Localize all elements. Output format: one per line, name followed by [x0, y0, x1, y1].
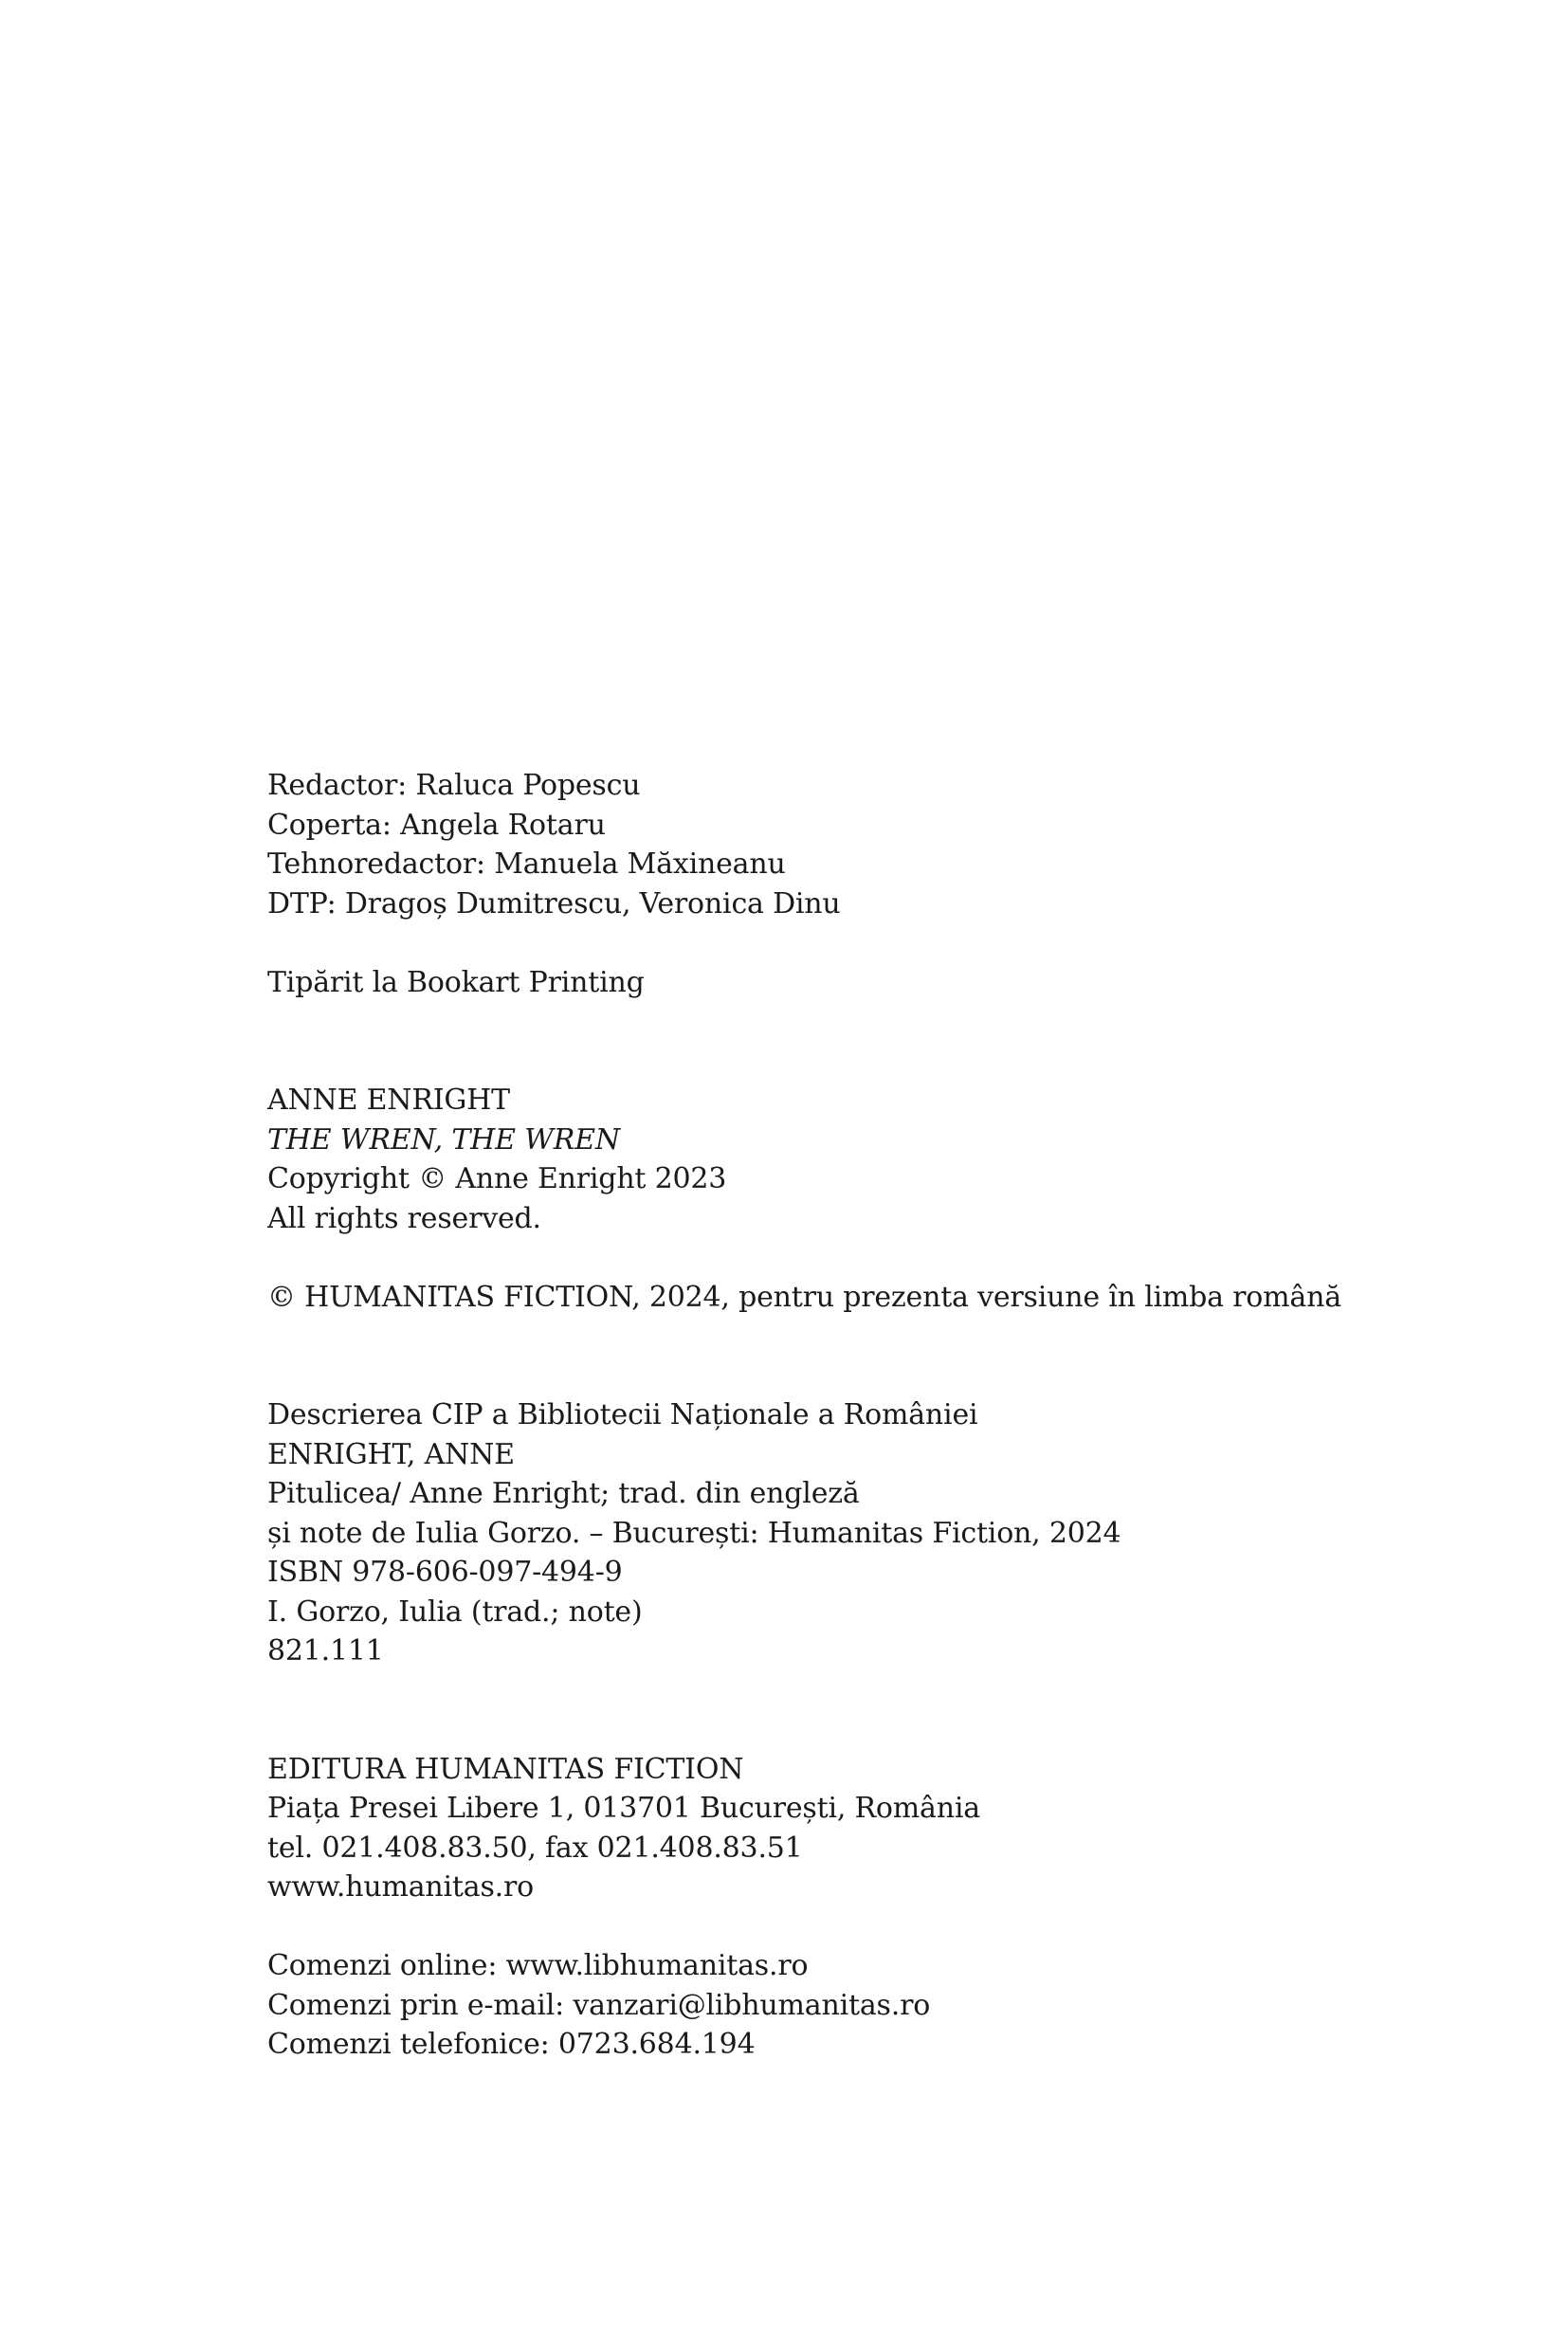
original-author: ANNE ENRIGHT — [267, 1084, 510, 1117]
original-title: THE WREN, THE WREN — [267, 1122, 620, 1157]
publisher-block — [267, 1750, 1405, 1907]
publisher-phone: tel. 021.408.83.50, fax 021.408.83.51 — [267, 1831, 803, 1865]
edition-copyright-block — [267, 1278, 1405, 1318]
cip-classification: 821.111 — [267, 1634, 384, 1668]
orders-online: Comenzi online: www.libhumanitas.ro — [267, 1949, 809, 1982]
colophon — [267, 766, 1405, 2065]
editor-credit: Redactor: Raluca Popescu — [267, 769, 641, 802]
spacer — [267, 1002, 1405, 1081]
spacer — [267, 1238, 1405, 1278]
spacer — [267, 923, 1405, 963]
cip-heading: Descrierea CIP a Bibliotecii Naționale a României — [267, 1398, 978, 1431]
cip-notes-line: și note de Iulia Gorzo. – București: Humanitas Fiction, 2024 — [267, 1516, 1121, 1550]
orders-phone: Comenzi telefonice: 0723.684.194 — [267, 2028, 756, 2061]
orders-email: Comenzi prin e-mail: vanzari@libhumanitas.ro — [267, 1988, 931, 2022]
cover-credit: Coperta: Angela Rotaru — [267, 808, 606, 842]
printer-line: Tipărit la Bookart Printing — [267, 965, 645, 999]
credits-block — [267, 766, 1405, 923]
printer-block — [267, 963, 1405, 1003]
cip-block — [267, 1395, 1405, 1671]
publisher-website: www.humanitas.ro — [267, 1870, 534, 1904]
edition-copyright: © HUMANITAS FICTION, 2024, pentru prezenta versiune în limba română — [267, 1280, 1341, 1314]
publisher-address: Piața Presei Libere 1, 013701 București, România — [267, 1792, 980, 1825]
original-copyright: Copyright © Anne Enright 2023 — [267, 1162, 727, 1195]
cip-contributor: I. Gorzo, Iulia (trad.; note) — [267, 1595, 643, 1629]
spacer — [267, 1671, 1405, 1750]
spacer — [267, 1907, 1405, 1947]
cip-author: ENRIGHT, ANNE — [267, 1437, 515, 1471]
original-edition-block — [267, 1081, 1405, 1238]
dtp-credit: DTP: Dragoș Dumitrescu, Veronica Dinu — [267, 886, 841, 920]
orders-block — [267, 1946, 1405, 2065]
publisher-name: EDITURA HUMANITAS FICTION — [267, 1752, 744, 1786]
rights-reserved: All rights reserved. — [267, 1201, 541, 1235]
spacer — [267, 1317, 1405, 1395]
typesetter-credit: Tehnoredactor: Manuela Măxineanu — [267, 847, 786, 881]
cip-isbn: ISBN 978-606-097-494-9 — [267, 1556, 623, 1589]
cip-title-line: Pitulicea/ Anne Enright; trad. din engleză — [267, 1477, 860, 1510]
